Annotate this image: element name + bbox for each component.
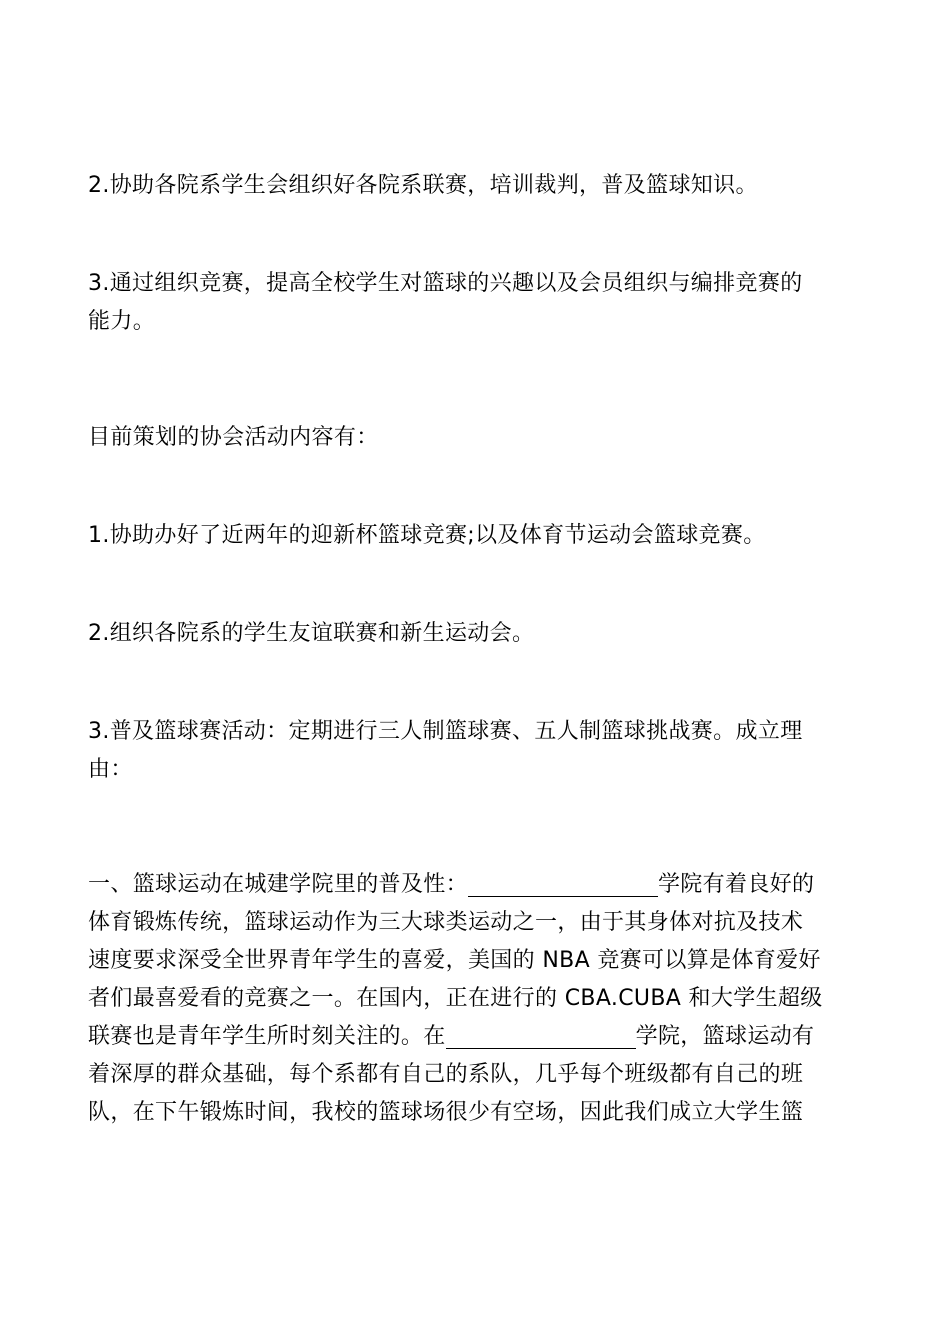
text-line: 速度要求深受全世界青年学生的喜爱，美国的 NBA 竞赛可以算是体育爱好: [88, 948, 821, 973]
text-line: 3.通过组织竞赛，提高全校学生对篮球的兴趣以及会员组织与编排竞赛的: [88, 271, 803, 296]
reason-paragraph: [88, 866, 864, 1132]
text-line: 能力。: [88, 309, 156, 334]
text-line: [88, 866, 864, 904]
activity-item-3: [88, 713, 864, 789]
text-line: 由：: [88, 757, 133, 782]
text-line: 目前策划的协会活动内容有：: [88, 425, 379, 450]
paragraph-item-3: [88, 265, 864, 341]
paragraph-item-2: [88, 167, 864, 205]
activity-item-1: [88, 517, 864, 555]
text-segment: 学院，篮球运动有: [635, 1024, 815, 1049]
activities-heading: [88, 419, 864, 457]
text-line: 2.组织各院系的学生友谊联赛和新生运动会。: [88, 621, 535, 646]
text-line: 者们最喜爱看的竞赛之一。在国内，正在进行的 CBA.CUBA 和大学生超级: [88, 986, 823, 1011]
text-line: 体育锻炼传统，篮球运动作为三大球类运动之一，由于其身体对抗及技术: [88, 910, 804, 935]
text-segment: 联赛也是青年学生所时刻关注的。在: [88, 1024, 446, 1049]
text-line: [88, 1018, 864, 1056]
text-segment: 一、篮球运动在城建学院里的普及性：: [88, 872, 468, 897]
text-line: 着深厚的群众基础，每个系都有自己的系队，几乎每个班级都有自己的班: [88, 1062, 804, 1087]
text-line: 2.协助各院系学生会组织好各院系联赛，培训裁判，普及篮球知识。: [88, 173, 758, 198]
fill-in-blank: [468, 872, 658, 897]
activity-item-2: [88, 615, 864, 653]
fill-in-blank: [446, 1024, 636, 1049]
text-line: 3.普及篮球赛活动：定期进行三人制篮球赛、五人制篮球挑战赛。成立理: [88, 719, 803, 744]
text-segment: 学院有着良好的: [657, 872, 815, 897]
text-line: 队，在下午锻炼时间，我校的篮球场很少有空场，因此我们成立大学生篮: [88, 1100, 804, 1125]
text-line: 1.协助办好了近两年的迎新杯篮球竞赛;以及体育节运动会篮球竞赛。: [88, 523, 766, 548]
